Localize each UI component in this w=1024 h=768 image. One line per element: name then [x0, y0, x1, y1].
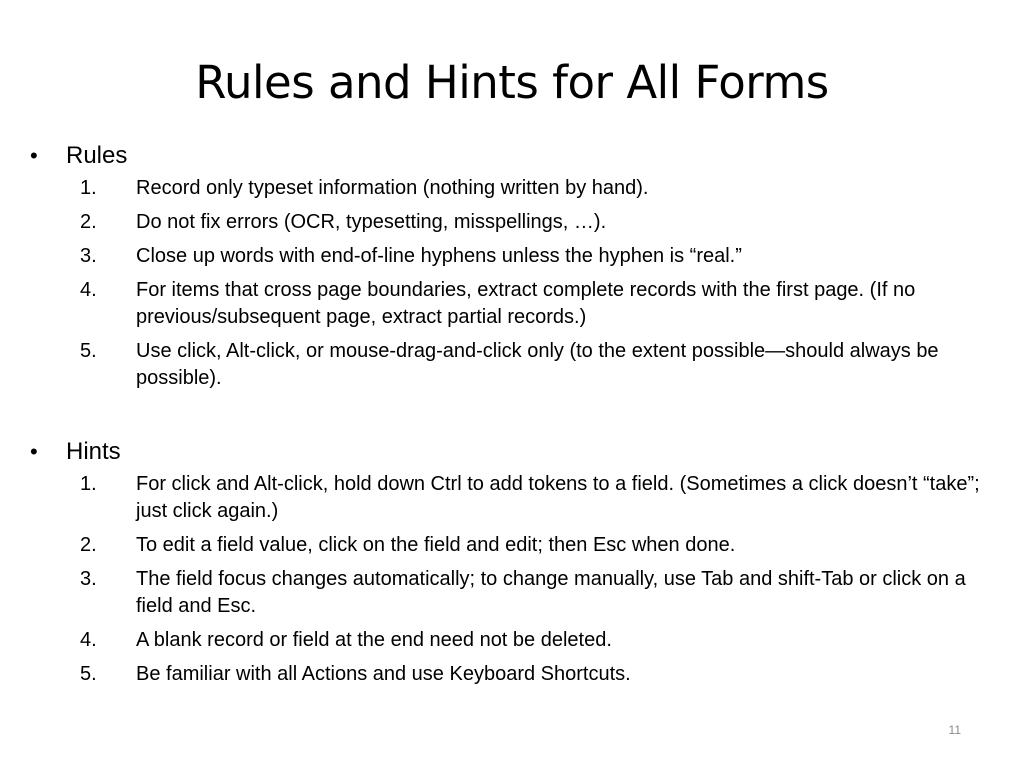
list-item [30, 627, 1005, 654]
item-number: 2. [80, 211, 97, 233]
item-text: Record only typeset information (nothing written by hand). [136, 177, 649, 199]
list-item [30, 532, 1005, 559]
item-number: 5. [80, 663, 97, 685]
rules-label: Rules [66, 142, 128, 169]
item-text: Use click, Alt-click, or mouse-drag-and-click only (to the extent possible—should always be possible). [136, 340, 939, 389]
hints-list [30, 471, 1005, 688]
item-number: 4. [80, 629, 97, 651]
item-text: Close up words with end-of-line hyphens unless the hyphen is “real.” [136, 245, 742, 267]
item-text: Be familiar with all Actions and use Keyboard Shortcuts. [136, 663, 631, 685]
list-item [30, 277, 1005, 331]
item-number: 3. [80, 245, 97, 267]
item-number: 4. [80, 279, 97, 301]
list-item [30, 338, 1005, 392]
item-number: 1. [80, 473, 97, 495]
item-number: 1. [80, 177, 97, 199]
list-item [30, 661, 1005, 688]
item-number: 5. [80, 340, 97, 362]
item-text: To edit a field value, click on the field and edit; then Esc when done. [136, 534, 736, 556]
item-number: 2. [80, 534, 97, 556]
item-text: For click and Alt-click, hold down Ctrl to add tokens to a field. (Sometimes a click doesn’t “take”; just click again.) [136, 473, 980, 522]
page-number: 11 [948, 723, 961, 737]
hints-heading [30, 436, 1005, 468]
bullet-icon: • [30, 439, 38, 464]
item-text: Do not fix errors (OCR, typesetting, misspellings, …). [136, 211, 607, 233]
hints-section [30, 436, 1005, 695]
rules-section [30, 140, 1005, 399]
item-text: A blank record or field at the end need not be deleted. [136, 629, 612, 651]
item-text: For items that cross page boundaries, extract complete records with the first page. (If no previous/subsequent page, extract partial records.) [136, 279, 916, 328]
list-item [30, 175, 1005, 202]
item-number: 3. [80, 568, 97, 590]
item-text: The field focus changes automatically; to change manually, use Tab and shift-Tab or click on a field and Esc. [136, 568, 966, 617]
list-item [30, 209, 1005, 236]
rules-heading [30, 140, 1005, 172]
bullet-icon: • [30, 143, 38, 168]
hints-label: Hints [66, 438, 121, 465]
list-item [30, 471, 1005, 525]
slide-title: Rules and Hints for All Forms [195, 56, 829, 109]
list-item [30, 566, 1005, 620]
rules-list [30, 175, 1005, 392]
list-item [30, 243, 1005, 270]
